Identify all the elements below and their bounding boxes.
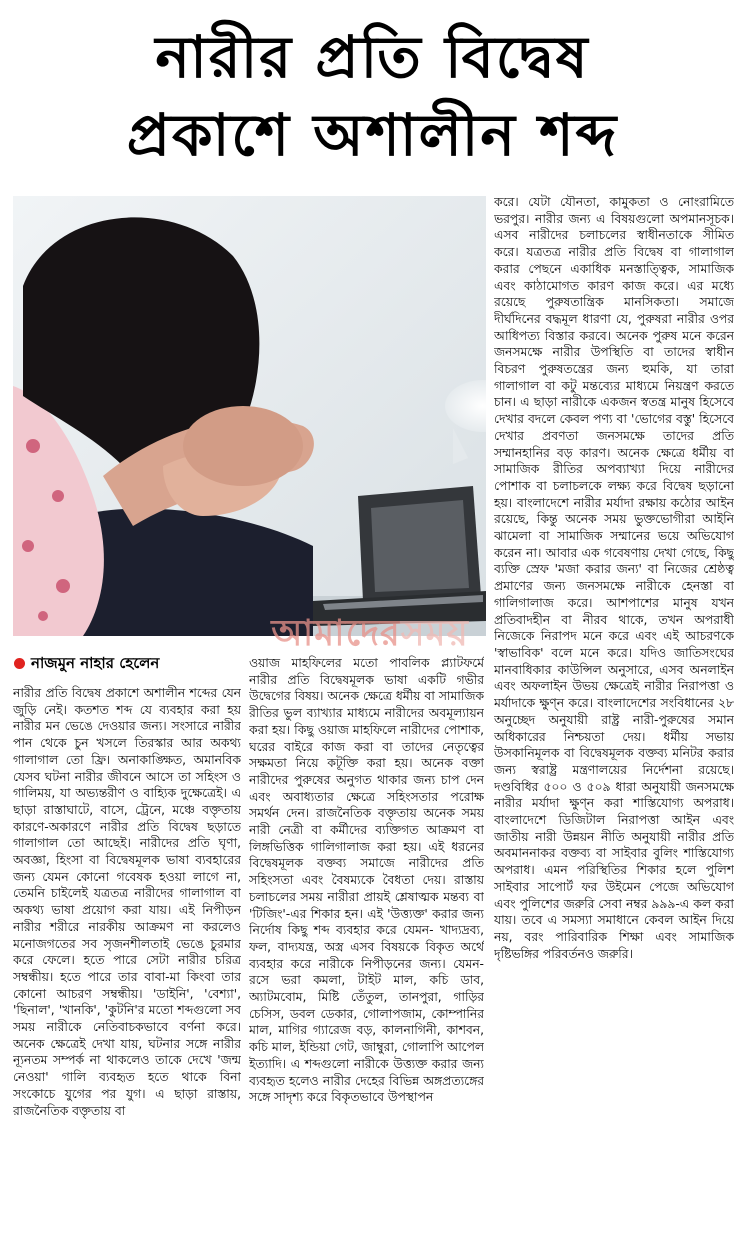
headline-line-2: প্রকাশে অশালীন শব্দ — [126, 101, 619, 169]
watermark-part-2: সময় — [400, 613, 469, 654]
headline-line-1: নারীর প্রতি বিদ্বেষ — [155, 23, 590, 91]
author-name: নাজমুন নাহার হেলেন — [31, 654, 160, 672]
column-2-text: ওয়াজ মাহফিলের মতো পাবলিক প্ল্যাটফর্মে নারীর প্রতি বিদ্বেষমূলক ভাষা একটি গভীর উদ্বেগের বিষয়। অনেক ক্ষেত্রে ধর্মীয় বা সামাজিক রীতির ভুল ব্যাখ্যার মাধ্যমে নারীদের অবমূল্যায়ন করা হয়। কিছু ওয়াজ মাহফিলে নারীদের পোশাক, ঘরের বাইরে কাজ করা বা তাদের নেতৃত্বের সক্ষমতা নিয়ে কটূক্তি করা হয়। অনেক বক্তা নারীদের পুরুষের অনুগত থাকার জন্য চাপ দেন এবং অবাধ্যতার ক্ষেত্রে সহিংসতার পরোক্ষ সমর্থন দেন। রাজনৈতিক বক্তৃতায় অনেক সময় নারী নেত্রী বা কর্মীদের ব্যক্তিগত আক্রমণ বা লিঙ্গভিত্তিক গালিগালাজ করা হয়। এই ধরনের বিদ্বেষমূলক বক্তব্য সমাজে নারীদের প্রতি সহিংসতা এবং বৈষম্যকে বৈধতা দেয়। রাস্তায় চলাচলের সময় নারীরা প্রায়ই শ্লেষাত্মক মন্তব্য বা 'টিজিং'-এর শিকার হন। এই 'উত্ত্যক্ত' করার জন্য নির্দোষ কিছু শব্দ ব্যবহার করে যেমন- খাদ্যদ্রব্য, ফল, বাদ্যযন্ত্র, অস্ত্র এসব বিষয়কে বিকৃত অর্থে ব্যবহার করে নারীকে নিপীড়নের জন্য। যেমন- রসে ভরা কমলা, টাইট মাল, কচি ডাব, অ্যাটমবোম, মিষ্টি তেঁতুল, তানপুরা, গাড়ির চেসিস, ডবল ডেকার, গোলাপজাম, কোম্পানির মাল, মাগির গ্যারেজ বড়, কালনাগিনী, কাশবন, কচি মাল, ইন্ডিয়া গেট, জাম্বুরা, গোলাপি আপেল ইত্যাদি। এ শব্দগুলো নারীকে উত্ত্যক্ত করার জন্য ব্যবহৃত হলেও নারীর দেহের বিভিন্ন অঙ্গপ্রত্যঙ্গের সঙ্গে সাদৃশ্য করে বিকৃতভাবে উপস্থাপন — [249, 656, 484, 1105]
article-column-1 — [13, 685, 241, 1250]
column-3-text: করে। যেটা যৌনতা, কামুকতা ও নোংরামিতে ভরপুর। নারীর জন্য এ বিষয়গুলো অপমানসূচক। এসব নারীদের চলাচলের স্বাধীনতাকে সীমিত করে। যত্রতত্র নারীর প্রতি বিদ্বেষ বা গালাগাল করার পেছনে একাধিক মনস্তাত্ত্বিক, সামাজিক এবং কাঠামোগত কারণ কাজ করে। এর মধ্যে রয়েছে পুরুষতান্ত্রিক মানসিকতা। সমাজে দীর্ঘদিনের বদ্ধমূল ধারণা যে, পুরুষরা নারীর ওপর আধিপত্য বিস্তার করবে। অনেক পুরুষ মনে করেন জনসমক্ষে নারীর উপস্থিতি বা তাদের স্বাধীন বিচরণ পুরুষতন্ত্রের জন্য হুমকি, যা তারা গালাগাল বা কটু মন্তব্যের মাধ্যমে নিয়ন্ত্রণ করতে চান। এ ছাড়া নারীকে একজন স্বতন্ত্র মানুষ হিসেবে দেখার বদলে কেবল পণ্য বা 'ভোগের বস্তু' হিসেবে দেখার প্রবণতা জনসমক্ষে তাদের প্রতি সম্মানহানির বড় কারণ। অনেক ক্ষেত্রে ধর্মীয় বা সামাজিক রীতির অপব্যাখ্যা দিয়ে নারীদের পোশাক বা চলাচলকে লক্ষ্য করে বিদ্বেষ ছড়ানো হয়। বাংলাদেশে নারীর মর্যাদা রক্ষায় কঠোর আইন রয়েছে, কিন্তু অনেক সময় ভুক্তভোগীরা আইনি ঝামেলা বা সামাজিক সম্মানের ভয়ে অভিযোগ করেন না। আবার এক গবেষণায় দেখা গেছে, কিছু ব্যক্তি স্রেফ 'মজা করার জন্য' বা নিজের শ্রেষ্ঠত্ব প্রমাণের জন্য জনসমক্ষে নারীকে হেনস্তা বা গালিগালাজ করে। আশপাশের মানুষ যখন প্রতিবাদহীন বা নীরব থাকে, তখন অপরাধী নিজেকে নিরাপদ মনে করে এবং এই আচরণকে 'স্বাভাবিক' বলে মনে করে। যদিও জাতিসংঘের মানবাধিকার কাউন্সিল অনুসারে, এসব অনলাইন এবং অফলাইন উভয় ক্ষেত্রেই নারীর নিরাপত্তা ও মর্যাদাকে ক্ষুণ্ন করে। বাংলাদেশের সংবিধানের ২৮ অনুচ্ছেদ অনুযায়ী রাষ্ট্র নারী-পুরুষের সমান অধিকারের নিশ্চয়তা দেয়। ধর্মীয় সভায় উসকানিমূলক বা বিদ্বেষমূলক বক্তব্য মনিটর করার জন্য স্বরাষ্ট্র মন্ত্রণালয়ের নির্দেশনা রয়েছে। দণ্ডবিধির ৫০০ ও ৫০৯ ধারা অনুযায়ী জনসমক্ষে নারীর মর্যাদা ক্ষুণ্ন করা শাস্তিযোগ্য অপরাধ। বাংলাদেশে ডিজিটাল নিরাপত্তা আইন এবং জাতীয় নারী উন্নয়ন নীতি অনুযায়ী নারীর প্রতি অবমাননাকর বক্তব্য বা সাইবার বুলিং শাস্তিযোগ্য অপরাধ। এমন পরিস্থিতির শিকার হলে পুলিশ সাইবার সাপোর্ট ফর উইমেন পেজে অভিযোগ এবং পুলিশের জরুরি সেবা নম্বর ৯৯৯-এ কল করা যায়। তবে এ সমস্যা সমাধানে কেবল আইন দিয়ে নয়, বরং পারিবারিক শিক্ষা এবং সামাজিক দৃষ্টিভঙ্গির পরিবর্তনও জরুরি। — [494, 195, 734, 961]
article-column-2 — [249, 655, 484, 1253]
bullet-dot-icon — [14, 658, 25, 669]
watermark-part-1: আমাদের — [271, 613, 401, 654]
article-photo — [13, 196, 486, 636]
woman-laptop-illustration — [13, 196, 486, 636]
watermark — [200, 606, 540, 654]
column-1-text: নারীর প্রতি বিদ্বেষ প্রকাশে অশালীন শব্দের যেন জুড়ি নেই। কতশত শব্দ যে ব্যবহার করা হয় নারীর মন ভেঙে দেওয়ার জন্য। সংসারে নারীর পান থেকে চুন খসলে তিরস্কার আর অকথ্য গালাগাল তো ফ্রি। অনাকাঙ্ক্ষিত, অমানবিক যেসব ঘটনা নারীর জীবনে আসে তা সহিংস ও গালিময়, যা অভ্যন্তরীণ ও বাহ্যিক দুক্ষেত্রেই। এ ছাড়া রাস্তাঘাটে, বাসে, ট্রেনে, মঞ্চে বক্তৃতায় কারণে-অকারণে নারীর প্রতি বিদ্বেষ ছড়াতে গালাগাল তো আছেই। নারীদের প্রতি ঘৃণা, অবজ্ঞা, হিংসা বা বিদ্বেষমূলক ভাষা ব্যবহারের জন্য যেমন কোনো গবেষক হওয়া লাগে না, তেমনি চাইলেই যত্রতত্র নারীদের গালাগাল বা অকথ্য ভাষা প্রয়োগ করা যায়। এই নিপীড়ন নারীর শরীরে নারকীয় আক্রমণ না করলেও মনোজগতের সব সৃজনশীলতাই ভেঙে চুরমার করে ফেলে। হতে পারে সেটা নারীর চরিত্র সম্বন্ধীয়। হতে পারে তার বাবা-মা কিংবা তার কোনো আচরণ সম্বন্ধীয়। 'ডাইনি', 'বেশ্যা', 'ছিনাল', 'খানকি', 'কুটনি'র মতো শব্দগুলো সব সময় নারীকে নেতিবাচকভাবে বর্ণনা করে। অনেক ক্ষেত্রেই দেখা যায়, ঘটনার সঙ্গে নারীর ন্যূনতম সম্পর্ক না থাকলেও তাকে দেখে 'জন্ম নেওয়া' গালি ব্যবহৃত হতে থাকে বিনা সংকোচে যুগের পর যুগ। এ ছাড়া রাস্তায়, রাজনৈতিক বক্তৃতায় বা — [13, 686, 241, 1118]
headline — [0, 0, 745, 190]
article-column-3 — [494, 194, 734, 1253]
